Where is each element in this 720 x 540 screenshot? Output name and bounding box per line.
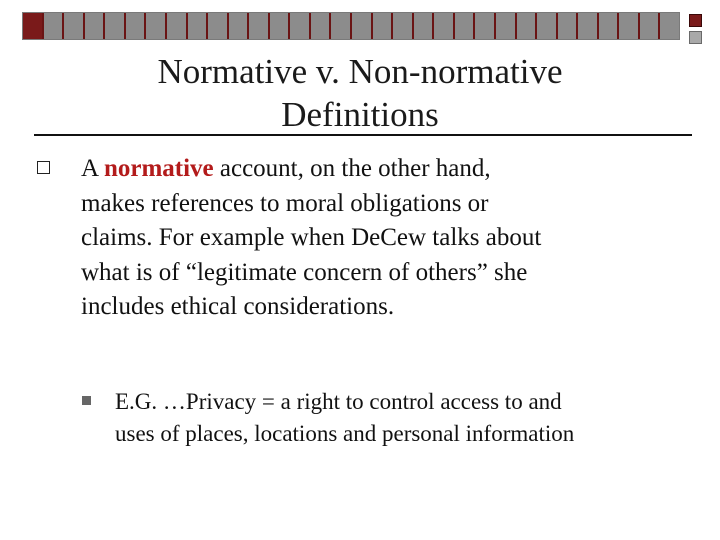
bar-segment	[64, 13, 85, 39]
bar-segment	[208, 13, 229, 39]
slide-title	[0, 50, 720, 136]
bar-segment	[85, 13, 106, 39]
bar-segment	[558, 13, 579, 39]
sub-bullet-line-1: E.G. …Privacy = a right to control access to and	[115, 389, 562, 414]
bar-segment	[290, 13, 311, 39]
bullet-line-3: claims. For example when DeCew talks about	[81, 224, 542, 251]
bar-segment	[146, 13, 167, 39]
filled-square-bullet-icon	[82, 396, 91, 405]
bar-segment	[517, 13, 538, 39]
bar-segment	[373, 13, 394, 39]
bar-segment	[229, 13, 250, 39]
bar-segment	[331, 13, 352, 39]
title-line-1: Normative v. Non-normative	[157, 52, 563, 91]
sub-bullet-line-2: uses of places, locations and personal information	[115, 421, 575, 446]
bar-segment	[23, 13, 44, 39]
bar-segment	[475, 13, 496, 39]
bar-segment	[434, 13, 455, 39]
title-line-2: Definitions	[281, 95, 439, 134]
bullet-text-before: A	[81, 155, 104, 182]
bullet-text-after: account, on the other hand,	[213, 155, 491, 182]
bar-segment	[537, 13, 558, 39]
hollow-square-bullet-icon	[37, 161, 50, 174]
bar-segment	[640, 13, 661, 39]
bar-segment	[105, 13, 126, 39]
title-underline	[34, 134, 692, 136]
bar-segment	[455, 13, 476, 39]
bar-segment	[167, 13, 188, 39]
main-bullet-text	[81, 152, 701, 325]
bar-segment	[660, 13, 679, 39]
bullet-line-1	[81, 152, 701, 187]
top-decorative-bar	[22, 12, 680, 40]
bar-segment	[126, 13, 147, 39]
bar-segment	[578, 13, 599, 39]
bar-segment	[188, 13, 209, 39]
bar-segment	[311, 13, 332, 39]
bar-segment	[352, 13, 373, 39]
highlight-word: normative	[103, 155, 214, 182]
bullet-line-4: what is of “legitimate concern of others” she	[81, 258, 528, 286]
bar-segment	[393, 13, 414, 39]
sub-bullet-text	[115, 386, 695, 450]
bar-segment	[414, 13, 435, 39]
bar-segment	[619, 13, 640, 39]
corner-square-dark	[689, 14, 702, 27]
bar-segment	[599, 13, 620, 39]
bar-segment	[270, 13, 291, 39]
bullet-line-2: makes references to moral obligations or	[81, 189, 489, 217]
bullet-line-5: includes ethical considerations.	[81, 293, 395, 320]
bar-segment	[44, 13, 65, 39]
bar-segment	[249, 13, 270, 39]
corner-square-light	[689, 31, 702, 44]
bar-segment	[496, 13, 517, 39]
